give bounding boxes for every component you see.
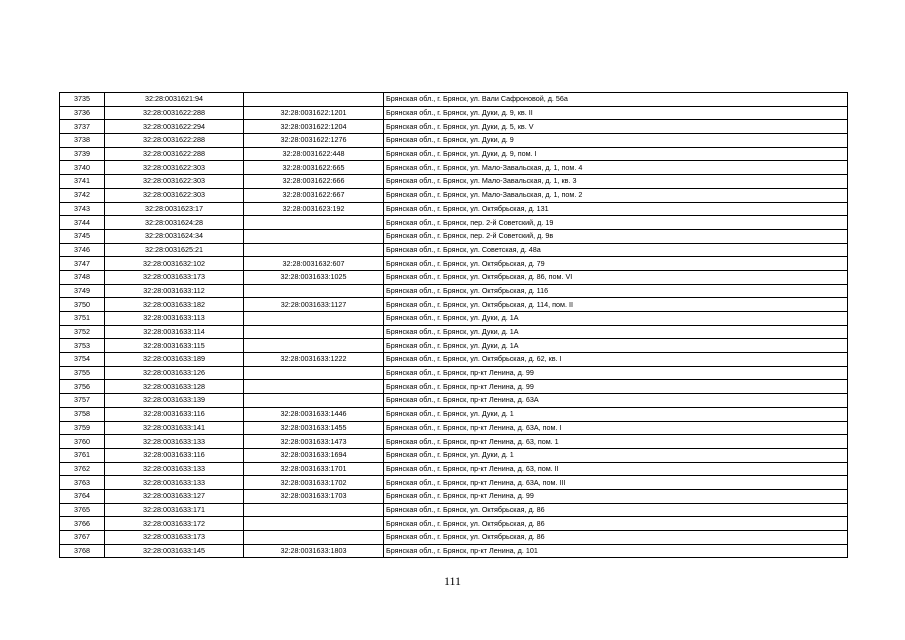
address-cell: Брянская обл., г. Брянск, ул. Дуки, д. 1А [384,325,848,339]
row-number-cell: 3756 [60,380,105,394]
object-cadastral-number-cell [244,517,384,531]
table-row [60,147,848,161]
land-cadastral-number-cell: 32:28:0031633:116 [105,448,244,462]
table-row [60,448,848,462]
table-row [60,243,848,257]
table-row [60,517,848,531]
land-cadastral-number-cell: 32:28:0031633:112 [105,284,244,298]
land-cadastral-number-cell: 32:28:0031622:303 [105,175,244,189]
row-number-cell: 3744 [60,216,105,230]
land-cadastral-number-cell: 32:28:0031633:173 [105,531,244,545]
table-row [60,284,848,298]
object-cadastral-number-cell: 32:28:0031622:1204 [244,120,384,134]
row-number-cell: 3757 [60,394,105,408]
land-cadastral-number-cell: 32:28:0031633:139 [105,394,244,408]
address-cell: Брянская обл., г. Брянск, ул. Октябрьская, д. 79 [384,257,848,271]
address-cell: Брянская обл., г. Брянск, ул. Октябрьская, д. 116 [384,284,848,298]
row-number-cell: 3748 [60,270,105,284]
address-cell: Брянская обл., г. Брянск, ул. Дуки, д. 9, кв. II [384,106,848,120]
land-cadastral-number-cell: 32:28:0031633:171 [105,503,244,517]
land-cadastral-number-cell: 32:28:0031622:294 [105,120,244,134]
table-row [60,503,848,517]
table-row [60,188,848,202]
land-cadastral-number-cell: 32:28:0031621:94 [105,93,244,107]
address-cell: Брянская обл., г. Брянск, ул. Октябрьская, д. 131 [384,202,848,216]
object-cadastral-number-cell: 32:28:0031632:607 [244,257,384,271]
object-cadastral-number-cell [244,366,384,380]
table-row [60,489,848,503]
row-number-cell: 3742 [60,188,105,202]
land-cadastral-number-cell: 32:28:0031633:141 [105,421,244,435]
object-cadastral-number-cell [244,93,384,107]
address-cell: Брянская обл., г. Брянск, ул. Вали Сафроновой, д. 56а [384,93,848,107]
address-cell: Брянская обл., г. Брянск, ул. Мало-Завальская, д. 1, пом. 4 [384,161,848,175]
row-number-cell: 3737 [60,120,105,134]
row-number-cell: 3740 [60,161,105,175]
row-number-cell: 3763 [60,476,105,490]
row-number-cell: 3755 [60,366,105,380]
land-cadastral-number-cell: 32:28:0031623:17 [105,202,244,216]
table-row [60,134,848,148]
object-cadastral-number-cell [244,284,384,298]
land-cadastral-number-cell: 32:28:0031622:303 [105,188,244,202]
object-cadastral-number-cell: 32:28:0031633:1222 [244,353,384,367]
row-number-cell: 3741 [60,175,105,189]
address-cell: Брянская обл., г. Брянск, пр-кт Ленина, д. 63А, пом. III [384,476,848,490]
land-cadastral-number-cell: 32:28:0031633:182 [105,298,244,312]
row-number-cell: 3743 [60,202,105,216]
land-cadastral-number-cell: 32:28:0031633:114 [105,325,244,339]
table-row [60,476,848,490]
land-cadastral-number-cell: 32:28:0031624:28 [105,216,244,230]
land-cadastral-number-cell: 32:28:0031622:288 [105,134,244,148]
page-number: 111 [443,574,462,588]
object-cadastral-number-cell [244,531,384,545]
row-number-cell: 3751 [60,312,105,326]
land-cadastral-number-cell: 32:28:0031633:128 [105,380,244,394]
address-cell: Брянская обл., г. Брянск, ул. Октябрьская, д. 62, кв. I [384,353,848,367]
registry-table [59,92,848,558]
table-row [60,325,848,339]
address-cell: Брянская обл., г. Брянск, ул. Октябрьская, д. 86 [384,517,848,531]
row-number-cell: 3758 [60,407,105,421]
table-row [60,106,848,120]
row-number-cell: 3766 [60,517,105,531]
object-cadastral-number-cell: 32:28:0031622:666 [244,175,384,189]
object-cadastral-number-cell [244,325,384,339]
table-row [60,353,848,367]
land-cadastral-number-cell: 32:28:0031624:34 [105,229,244,243]
row-number-cell: 3760 [60,435,105,449]
address-cell: Брянская обл., г. Брянск, ул. Дуки, д. 1А [384,312,848,326]
land-cadastral-number-cell: 32:28:0031622:288 [105,106,244,120]
address-cell: Брянская обл., г. Брянск, ул. Советская, д. 48а [384,243,848,257]
row-number-cell: 3762 [60,462,105,476]
address-cell: Брянская обл., г. Брянск, ул. Дуки, д. 9, пом. I [384,147,848,161]
land-cadastral-number-cell: 32:28:0031633:127 [105,489,244,503]
object-cadastral-number-cell: 32:28:0031633:1701 [244,462,384,476]
object-cadastral-number-cell: 32:28:0031623:192 [244,202,384,216]
table-row [60,298,848,312]
table-row [60,161,848,175]
table-row [60,394,848,408]
table-row [60,229,848,243]
address-cell: Брянская обл., г. Брянск, пр-кт Ленина, д. 63А [384,394,848,408]
address-cell: Брянская обл., г. Брянск, ул. Мало-Завальская, д. 1, кв. 3 [384,175,848,189]
land-cadastral-number-cell: 32:28:0031633:115 [105,339,244,353]
land-cadastral-number-cell: 32:28:0031633:126 [105,366,244,380]
row-number-cell: 3746 [60,243,105,257]
row-number-cell: 3750 [60,298,105,312]
object-cadastral-number-cell [244,243,384,257]
table-row [60,407,848,421]
row-number-cell: 3736 [60,106,105,120]
row-number-cell: 3747 [60,257,105,271]
table-row [60,544,848,558]
address-cell: Брянская обл., г. Брянск, пер. 2-й Советский, д. 19 [384,216,848,230]
address-cell: Брянская обл., г. Брянск, ул. Октябрьская, д. 86 [384,531,848,545]
table-body [60,93,848,558]
address-cell: Брянская обл., г. Брянск, ул. Октябрьская, д. 86 [384,503,848,517]
table-row [60,462,848,476]
address-cell: Брянская обл., г. Брянск, пр-кт Ленина, д. 63А, пом. I [384,421,848,435]
land-cadastral-number-cell: 32:28:0031633:133 [105,462,244,476]
object-cadastral-number-cell: 32:28:0031633:1455 [244,421,384,435]
object-cadastral-number-cell [244,380,384,394]
table-row [60,93,848,107]
object-cadastral-number-cell: 32:28:0031622:448 [244,147,384,161]
row-number-cell: 3753 [60,339,105,353]
table-row [60,312,848,326]
object-cadastral-number-cell [244,394,384,408]
address-cell: Брянская обл., г. Брянск, пр-кт Ленина, д. 63, пом. II [384,462,848,476]
table-row [60,380,848,394]
row-number-cell: 3738 [60,134,105,148]
row-number-cell: 3739 [60,147,105,161]
table-row [60,339,848,353]
object-cadastral-number-cell: 32:28:0031622:665 [244,161,384,175]
row-number-cell: 3768 [60,544,105,558]
land-cadastral-number-cell: 32:28:0031622:303 [105,161,244,175]
row-number-cell: 3749 [60,284,105,298]
object-cadastral-number-cell [244,503,384,517]
land-cadastral-number-cell: 32:28:0031633:189 [105,353,244,367]
table-row [60,202,848,216]
object-cadastral-number-cell [244,312,384,326]
address-cell: Брянская обл., г. Брянск, пр-кт Ленина, д. 63, пом. 1 [384,435,848,449]
table-row [60,216,848,230]
land-cadastral-number-cell: 32:28:0031632:102 [105,257,244,271]
address-cell: Брянская обл., г. Брянск, ул. Дуки, д. 1 [384,448,848,462]
object-cadastral-number-cell [244,216,384,230]
address-cell: Брянская обл., г. Брянск, пер. 2-й Советский, д. 9в [384,229,848,243]
land-cadastral-number-cell: 32:28:0031622:288 [105,147,244,161]
table-row [60,257,848,271]
land-cadastral-number-cell: 32:28:0031625:21 [105,243,244,257]
object-cadastral-number-cell: 32:28:0031633:1694 [244,448,384,462]
address-cell: Брянская обл., г. Брянск, ул. Октябрьская, д. 114, пом. II [384,298,848,312]
address-cell: Брянская обл., г. Брянск, пр-кт Ленина, д. 99 [384,366,848,380]
row-number-cell: 3765 [60,503,105,517]
land-cadastral-number-cell: 32:28:0031633:133 [105,476,244,490]
table-row [60,270,848,284]
row-number-cell: 3752 [60,325,105,339]
table-row [60,366,848,380]
row-number-cell: 3767 [60,531,105,545]
row-number-cell: 3759 [60,421,105,435]
land-cadastral-number-cell: 32:28:0031633:172 [105,517,244,531]
address-cell: Брянская обл., г. Брянск, пр-кт Ленина, д. 101 [384,544,848,558]
object-cadastral-number-cell [244,229,384,243]
land-cadastral-number-cell: 32:28:0031633:133 [105,435,244,449]
object-cadastral-number-cell: 32:28:0031633:1025 [244,270,384,284]
address-cell: Брянская обл., г. Брянск, ул. Дуки, д. 9 [384,134,848,148]
address-cell: Брянская обл., г. Брянск, пр-кт Ленина, д. 99 [384,489,848,503]
address-cell: Брянская обл., г. Брянск, ул. Дуки, д. 1 [384,407,848,421]
object-cadastral-number-cell: 32:28:0031633:1703 [244,489,384,503]
row-number-cell: 3754 [60,353,105,367]
address-cell: Брянская обл., г. Брянск, ул. Мало-Завальская, д. 1, пом. 2 [384,188,848,202]
row-number-cell: 3764 [60,489,105,503]
land-cadastral-number-cell: 32:28:0031633:173 [105,270,244,284]
object-cadastral-number-cell: 32:28:0031633:1702 [244,476,384,490]
object-cadastral-number-cell: 32:28:0031633:1446 [244,407,384,421]
table-row [60,421,848,435]
table-row [60,531,848,545]
land-cadastral-number-cell: 32:28:0031633:145 [105,544,244,558]
land-cadastral-number-cell: 32:28:0031633:113 [105,312,244,326]
object-cadastral-number-cell: 32:28:0031622:667 [244,188,384,202]
object-cadastral-number-cell [244,339,384,353]
object-cadastral-number-cell: 32:28:0031622:1276 [244,134,384,148]
address-cell: Брянская обл., г. Брянск, ул. Октябрьская, д. 86, пом. VI [384,270,848,284]
land-cadastral-number-cell: 32:28:0031633:116 [105,407,244,421]
object-cadastral-number-cell: 32:28:0031633:1473 [244,435,384,449]
object-cadastral-number-cell: 32:28:0031633:1803 [244,544,384,558]
address-cell: Брянская обл., г. Брянск, ул. Дуки, д. 5, кв. V [384,120,848,134]
row-number-cell: 3745 [60,229,105,243]
table-row [60,435,848,449]
table-row [60,120,848,134]
object-cadastral-number-cell: 32:28:0031622:1201 [244,106,384,120]
object-cadastral-number-cell: 32:28:0031633:1127 [244,298,384,312]
address-cell: Брянская обл., г. Брянск, ул. Дуки, д. 1А [384,339,848,353]
row-number-cell: 3761 [60,448,105,462]
row-number-cell: 3735 [60,93,105,107]
table-row [60,175,848,189]
address-cell: Брянская обл., г. Брянск, пр-кт Ленина, д. 99 [384,380,848,394]
